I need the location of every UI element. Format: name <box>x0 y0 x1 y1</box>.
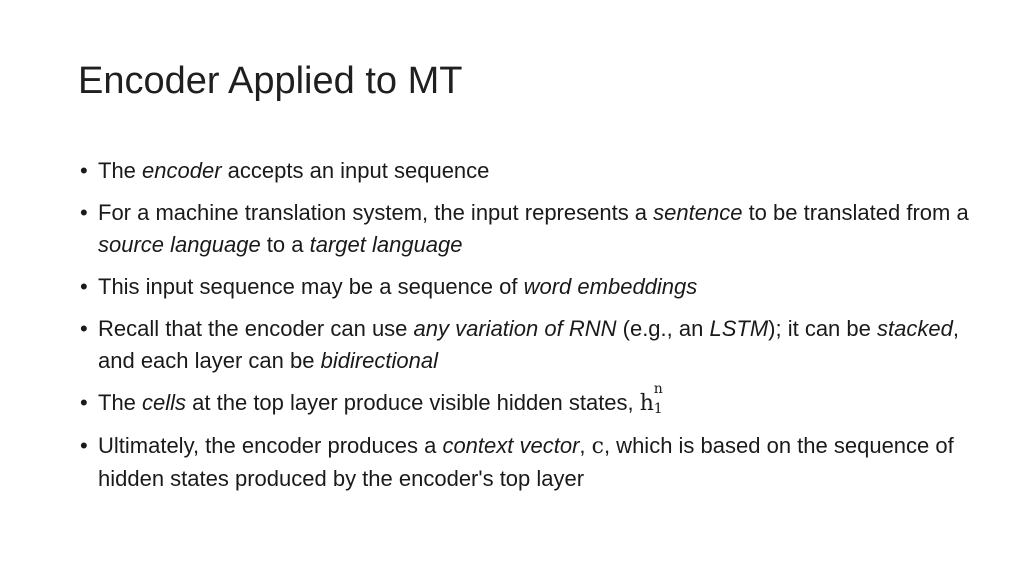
math-superscript: n <box>653 381 663 397</box>
bullet-list <box>78 155 978 505</box>
text-run: For a machine translation system, the input represents a <box>98 200 654 225</box>
hidden-state-symbol <box>639 381 664 420</box>
italic-term: any variation of RNN <box>413 316 617 341</box>
bullet-point-icon: • <box>80 158 88 183</box>
text-run: ); it can be <box>768 316 877 341</box>
bullet-point-icon: • <box>80 433 88 458</box>
italic-term: target language <box>309 232 463 257</box>
text-run: at the top layer produce visible hidden states, <box>186 390 640 415</box>
bullet-item-word-embeddings <box>78 271 978 303</box>
bullet-item-rnn-variation <box>78 313 978 377</box>
italic-term: encoder <box>142 158 222 183</box>
text-run: , and each layer can be <box>98 316 959 373</box>
text-run: Ultimately, the encoder produces a <box>98 433 443 458</box>
text-run: The <box>98 158 143 183</box>
text-run: accepts an input sequence <box>221 158 490 183</box>
text-run: , <box>579 433 592 458</box>
text-run: to a <box>260 232 310 257</box>
italic-term: stacked <box>877 316 953 341</box>
bullet-item-encoder-input <box>78 155 978 187</box>
bullet-text <box>98 381 664 417</box>
bullet-text <box>98 274 697 299</box>
text-run: Recall that the encoder can use <box>98 316 414 341</box>
math-subscript: 1 <box>653 401 663 417</box>
bullet-text <box>98 316 959 373</box>
bullet-text <box>98 158 489 183</box>
text-run: , which is based on the sequence of hidden states produced by the encoder's top layer <box>98 433 954 491</box>
text-run: This input sequence may be a sequence of <box>98 274 524 299</box>
text-run: to be translated from a <box>742 200 969 225</box>
bullet-point-icon: • <box>80 390 88 415</box>
math-base: h <box>639 391 654 416</box>
bullet-item-hidden-states <box>78 381 978 420</box>
text-run: (e.g., an <box>616 316 710 341</box>
bullet-text <box>98 433 954 491</box>
italic-term: cells <box>142 390 187 415</box>
text-run: The <box>98 390 143 415</box>
bullet-point-icon: • <box>80 274 88 299</box>
italic-term: LSTM <box>709 316 769 341</box>
bullet-item-mt-input <box>78 197 978 261</box>
italic-term: source language <box>98 232 261 257</box>
italic-term: word embeddings <box>523 274 698 299</box>
bullet-point-icon: • <box>80 200 88 225</box>
bullet-text <box>98 200 969 257</box>
italic-term: sentence <box>653 200 743 225</box>
italic-term: bidirectional <box>320 348 439 373</box>
italic-term: context vector <box>442 433 580 458</box>
slide-title: Encoder Applied to MT <box>78 60 463 102</box>
context-vector-symbol: c <box>591 434 604 459</box>
bullet-item-context-vector <box>78 430 978 495</box>
bullet-point-icon: • <box>80 316 88 341</box>
